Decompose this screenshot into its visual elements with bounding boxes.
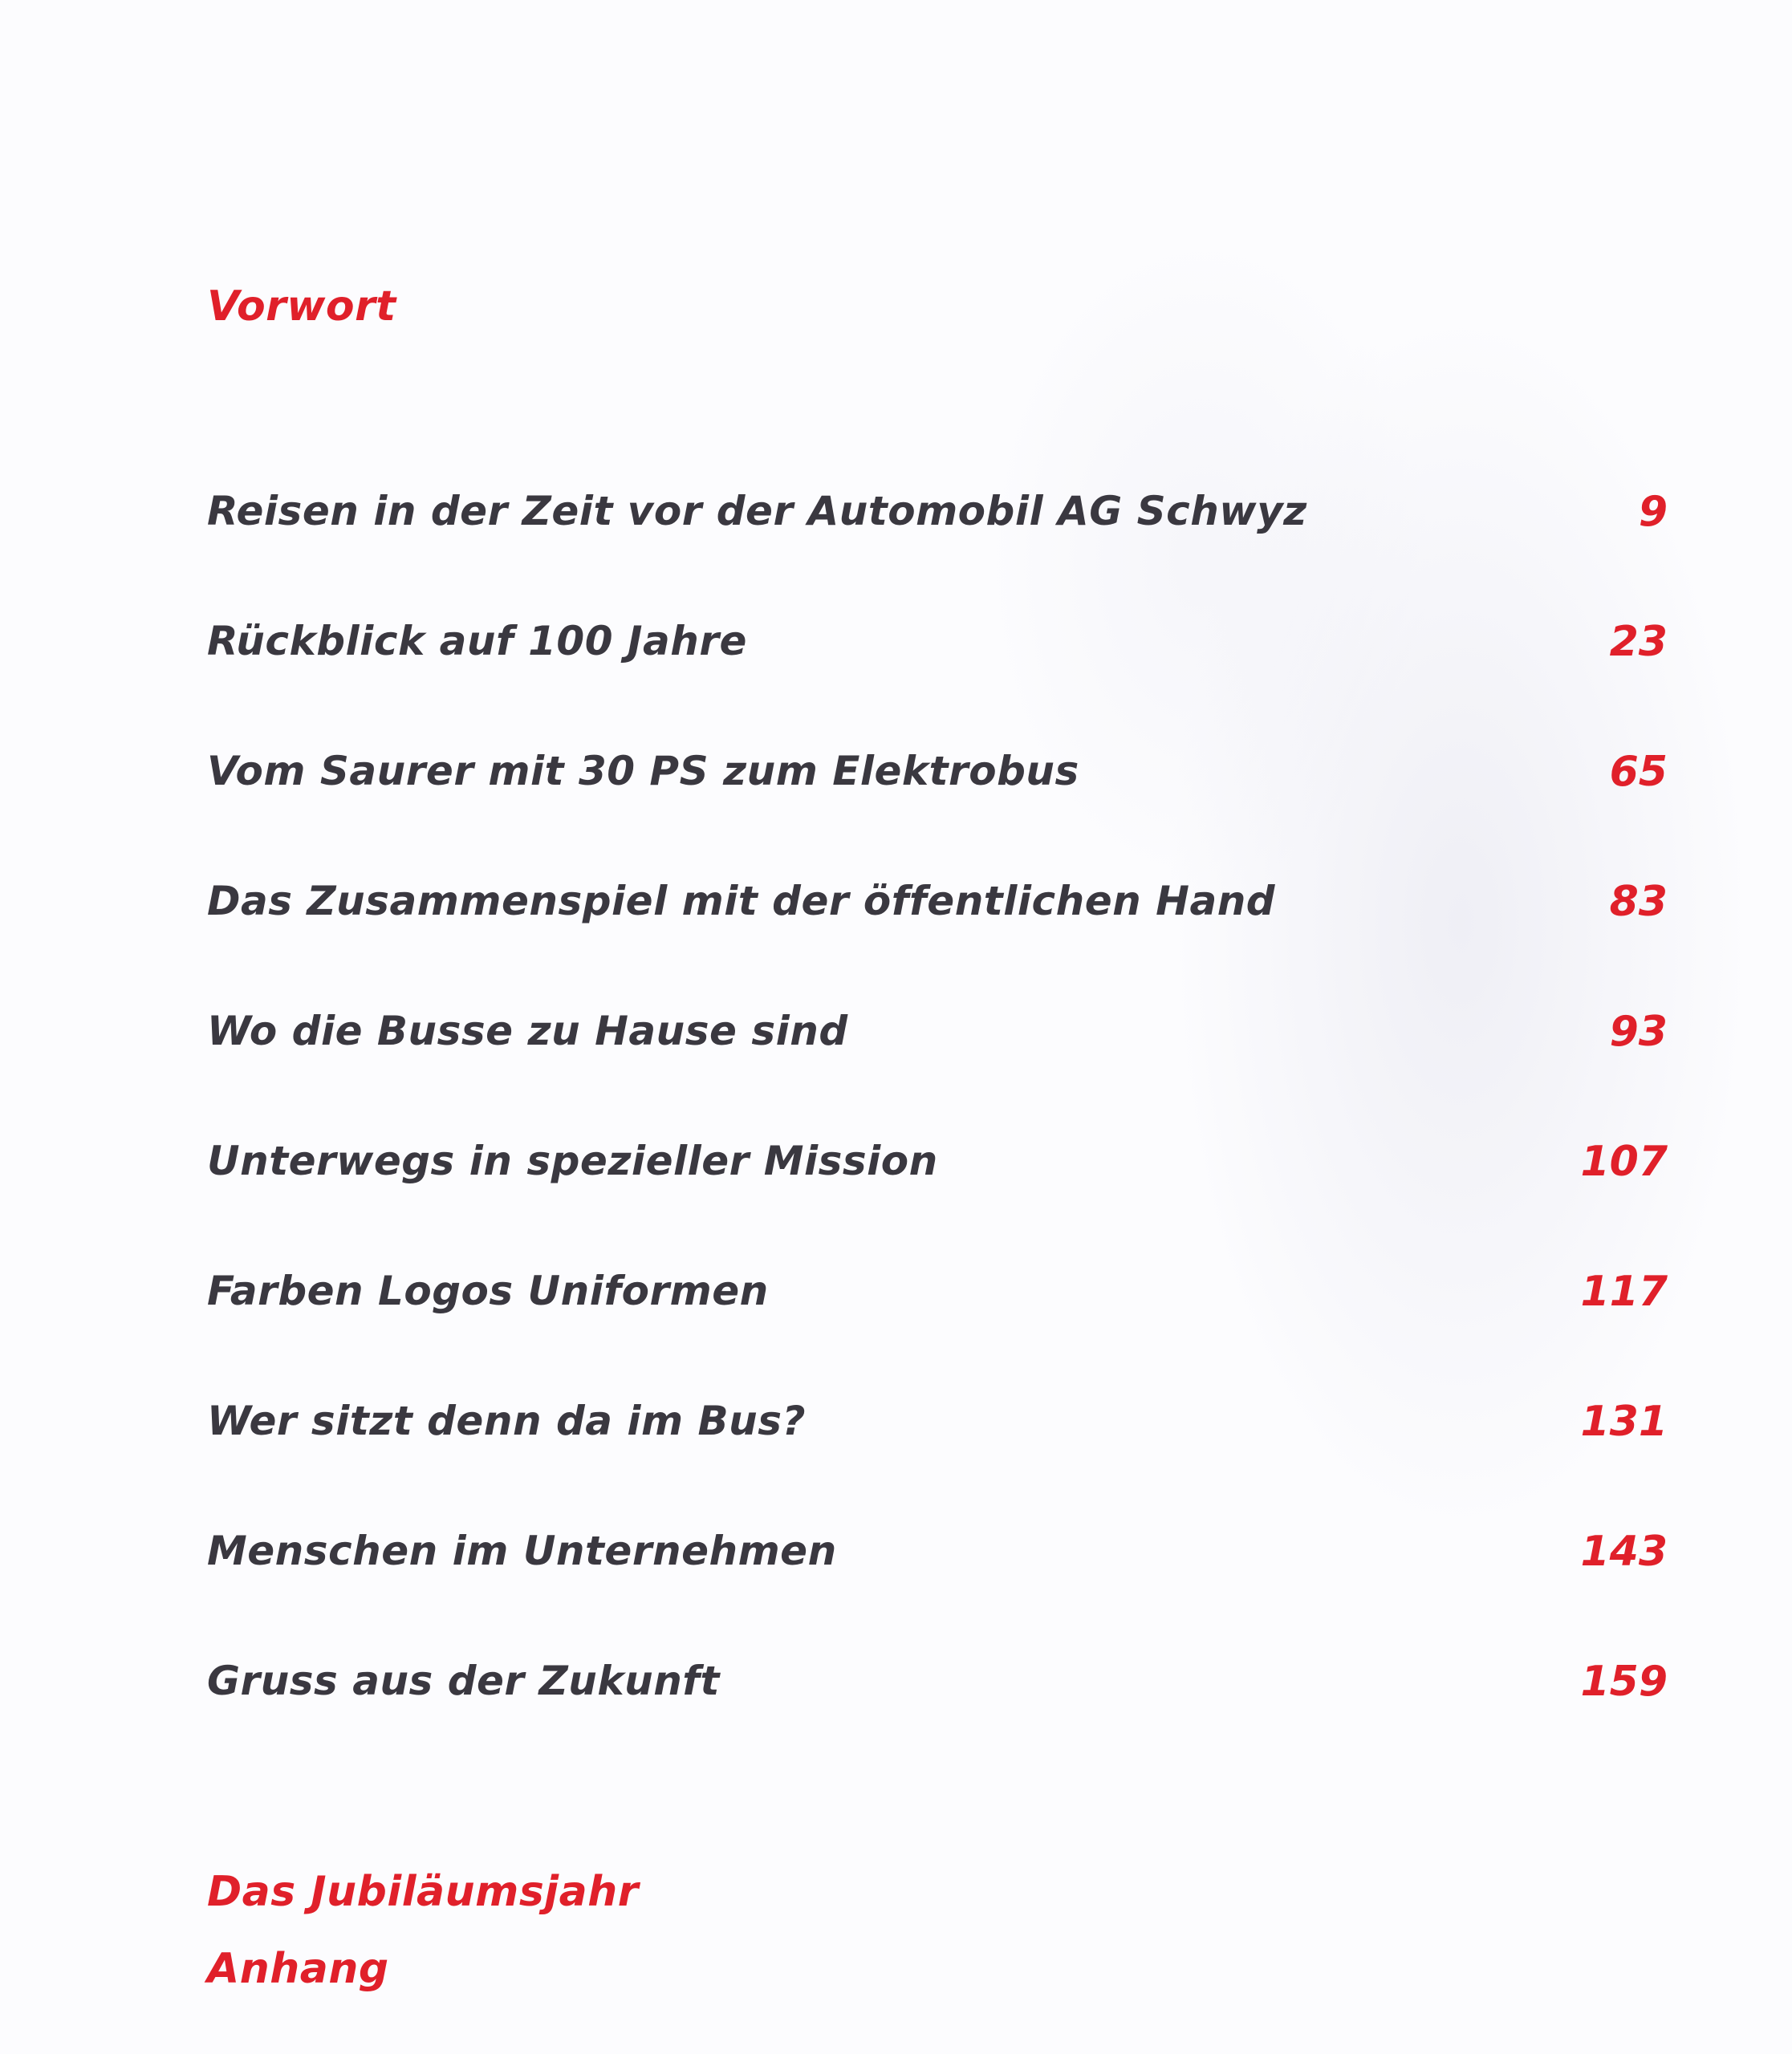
toc-entry [207, 1658, 1668, 1717]
toc-entry-title: Gruss aus der Zukunft [207, 1658, 720, 1704]
toc-entry-title: Wo die Busse zu Hause sind [207, 1008, 848, 1054]
toc-entry [207, 488, 1668, 547]
toc-entry-title: Unterwegs in spezieller Mission [207, 1138, 938, 1184]
toc-entry-page-number: 143 [1580, 1528, 1668, 1576]
toc-entry [207, 618, 1668, 677]
toc-entry-title: Menschen im Unternehmen [207, 1528, 837, 1574]
toc-entry-page-number: 65 [1609, 748, 1668, 796]
toc-entry-title: Reisen in der Zeit vor der Automobil AG Schwyz [207, 488, 1307, 534]
toc-entry-page-number: 159 [1580, 1658, 1668, 1706]
toc-entry [207, 1528, 1668, 1587]
toc-entry-title: Das Zusammenspiel mit der öffentlichen Hand [207, 878, 1276, 924]
toc-entry-title: Farben Logos Uniformen [207, 1268, 769, 1314]
toc-entry [207, 878, 1668, 937]
toc-entry-page-number: 117 [1580, 1268, 1668, 1316]
toc-entry-title: Vom Saurer mit 30 PS zum Elektrobus [207, 748, 1079, 794]
toc-entry [207, 748, 1668, 807]
toc-entry-title: Wer sitzt denn da im Bus? [207, 1398, 806, 1444]
toc-entry-page-number: 107 [1580, 1138, 1668, 1186]
toc-entry-page-number: 23 [1609, 618, 1668, 666]
toc-entry [207, 1268, 1668, 1327]
toc-entry [207, 1138, 1668, 1197]
preface-heading: Vorwort [207, 282, 396, 331]
toc-entry-title: Rückblick auf 100 Jahre [207, 618, 747, 664]
jubilee-heading: Das Jubiläumsjahr [207, 1868, 639, 1916]
toc-entry-page-number: 131 [1580, 1398, 1668, 1446]
toc-entry [207, 1008, 1668, 1067]
toc-entry-page-number: 93 [1609, 1008, 1668, 1056]
toc-entry [207, 1398, 1668, 1457]
toc-entry-page-number: 9 [1638, 488, 1668, 536]
toc-entry-page-number: 83 [1609, 878, 1668, 926]
annex-heading: Anhang [207, 1945, 389, 1993]
